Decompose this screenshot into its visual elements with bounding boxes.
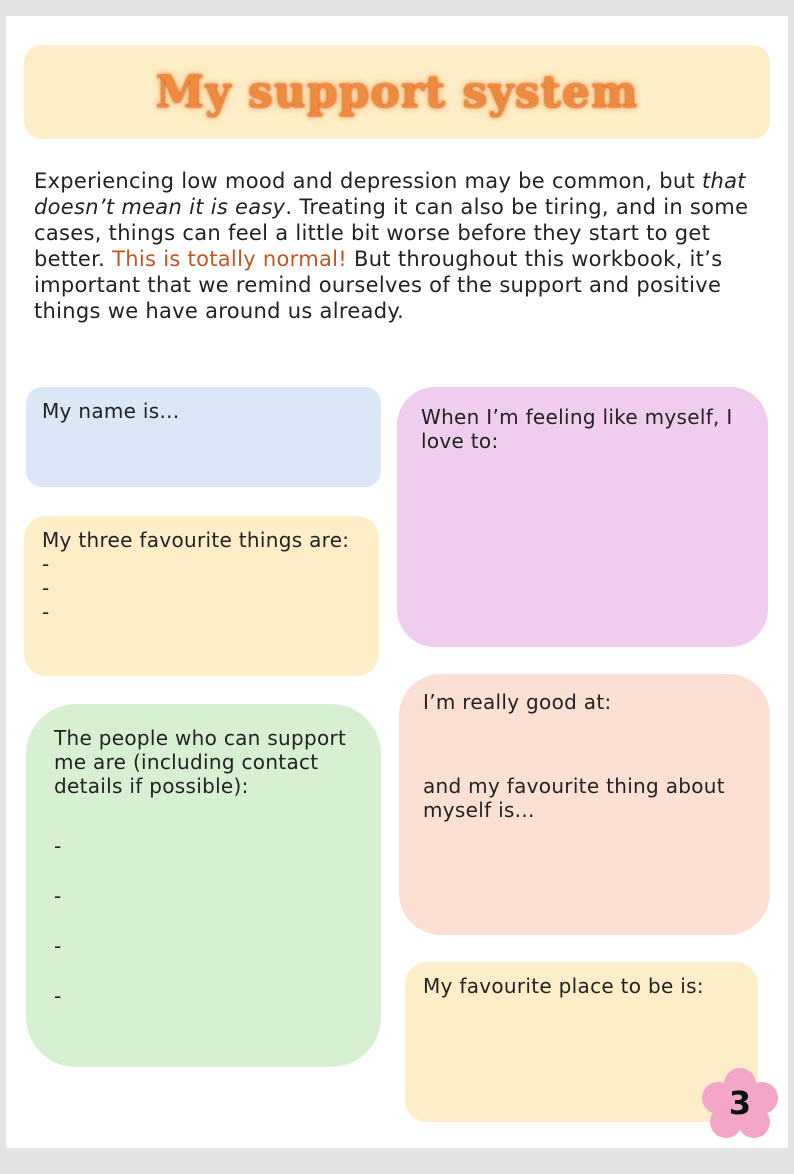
feeling-label: When I’m feeling like myself, I love to:: [421, 405, 733, 453]
support-people-bullet: -: [54, 934, 62, 958]
intro-highlight: This is totally normal!: [112, 247, 348, 271]
intro-emphasis: that doesn’t mean it is easy: [34, 169, 746, 219]
intro-text-3: But throughout this workbook, it’s important that we remind ourselves of the support and positive things we have around us already.: [34, 247, 723, 323]
page-number: 3: [728, 1084, 752, 1122]
support-people-bullet: -: [54, 884, 62, 908]
support-people-bullet: -: [54, 834, 62, 858]
feeling-box[interactable]: [397, 387, 768, 647]
support-people-box[interactable]: [26, 704, 381, 1067]
three-things-box[interactable]: [24, 516, 379, 676]
intro-text-1: Experiencing low mood and depression may be common, but: [34, 169, 702, 193]
page-title: My support system: [155, 66, 639, 118]
name-label: My name is...: [42, 399, 180, 423]
good-at-label: I’m really good at:: [423, 690, 612, 714]
three-things-bullet: -: [42, 600, 50, 624]
page-number-badge: [700, 1066, 780, 1140]
title-banner: [24, 45, 770, 139]
favourite-thing-label: and my favourite thing about myself is...: [423, 774, 725, 822]
intro-text-2: . Treating it can also be tiring, and in some cases, things can feel a little bit worse before they start to get better.: [34, 195, 749, 271]
three-things-bullet: -: [42, 552, 50, 576]
worksheet-page: [6, 16, 788, 1148]
three-things-label: My three favourite things are:: [42, 528, 350, 552]
three-things-bullet: -: [42, 576, 50, 600]
intro-paragraph: [34, 168, 769, 324]
favourite-place-label: My favourite place to be is:: [423, 974, 704, 998]
support-people-label: The people who can support me are (including contact details if possible):: [54, 726, 347, 798]
name-box[interactable]: [26, 387, 381, 487]
good-at-box[interactable]: [399, 674, 770, 935]
support-people-bullet: -: [54, 984, 62, 1008]
